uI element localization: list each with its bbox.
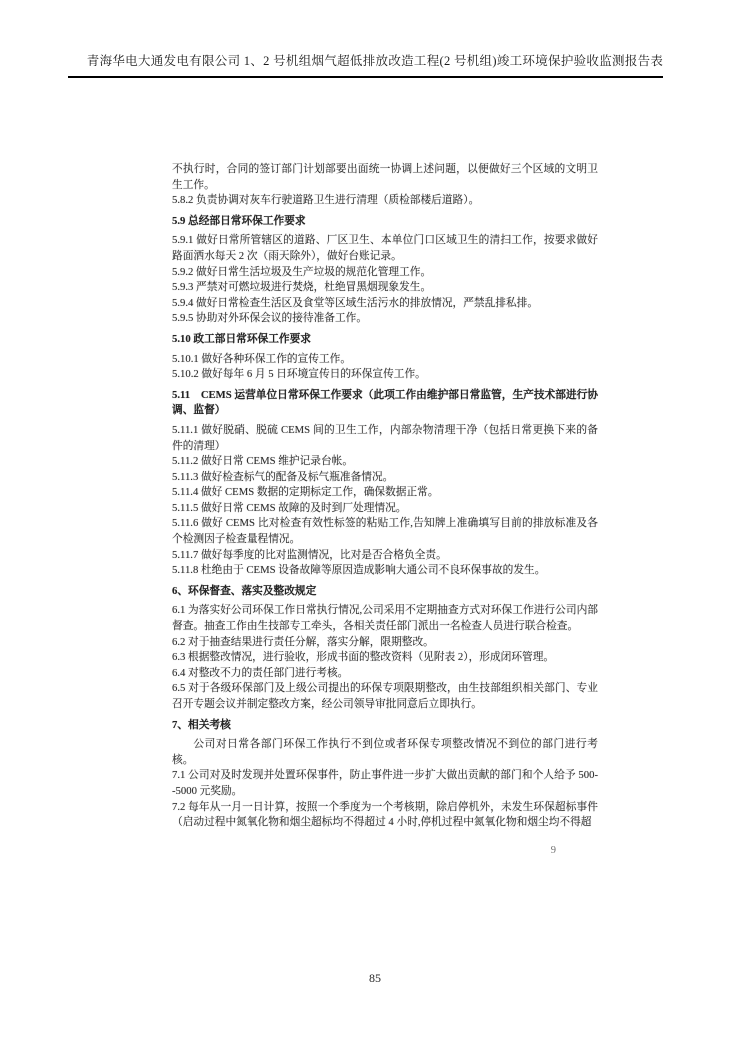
- footer-page-number: 85: [369, 971, 381, 985]
- doc-paragraph: 5.11.2 做好日常 CEMS 维护记录台帐。: [172, 455, 354, 468]
- doc-paragraph: 5.11.4 做好 CEMS 数据的定期标定工作，确保数据正常。: [172, 486, 439, 499]
- doc-paragraph: 7.1 公司对及时发现并处置环保事件，防止事件进一步扩大做出贡献的部门和个人给予 500--5000 元奖励。: [172, 769, 598, 797]
- doc-paragraph: 不执行时，合同的签订部门计划部要出面统一协调上述问题，以便做好三个区域的文明卫生工作。: [172, 163, 598, 191]
- doc-paragraph: 5.11.1 做好脱硝、脱硫 CEMS 间的卫生工作，内部杂物清理干净（包括日常更换下来的备件的清理）: [172, 423, 598, 452]
- doc-paragraph: 7.2 每年从一月一日计算，按照一个季度为一个考核期，除启停机外，未发生环保超标事件（启动过程中氮氧化物和烟尘超标均不得超过 4 小时,停机过程中氮氧化物和烟尘均不得超: [172, 800, 598, 829]
- document-body: [172, 162, 598, 831]
- report-header-title: 青海华电大通发电有限公司 1、2 号机组烟气超低排放改造工程(2 号机组)竣工环境保护验收监测报告表: [86, 54, 664, 68]
- doc-paragraph: 5.11.6 做好 CEMS 比对检查有效性标签的粘贴工作,告知牌上准确填写目前的排放标准及各个检测因子检查量程情况。: [172, 517, 598, 546]
- doc-paragraph: 5.11.8 杜绝由于 CEMS 设备故障等原因造成影响大通公司不良环保事故的发生。: [172, 564, 546, 577]
- doc-paragraph: 5.10.1 做好各种环保工作的宣传工作。: [172, 352, 352, 365]
- doc-paragraph: 5.10.2 做好每年 6 月 5 日环境宣传日的环保宣传工作。: [172, 368, 426, 381]
- header-divider-rule: [68, 76, 663, 78]
- section-heading: 6、环保督查、落实及整改规定: [172, 584, 317, 597]
- doc-paragraph: 5.9.4 做好日常检查生活区及食堂等区域生活污水的排放情况，严禁乱排私排。: [172, 296, 539, 309]
- doc-paragraph: 6.3 根据整改情况，进行验收，形成书面的整改资料（见附表 2），形成闭环管理。: [172, 651, 555, 664]
- doc-paragraph: 5.9.3 严禁对可燃垃圾进行焚烧，杜绝冒黑烟现象发生。: [172, 281, 432, 294]
- doc-paragraph: 5.9.1 做好日常所管辖区的道路、厂区卫生、本单位门口区域卫生的清扫工作，按要求做好路面洒水每天 2 次（雨天除外），做好台账记录。: [172, 234, 598, 262]
- doc-paragraph: 5.11.7 做好每季度的比对监测情况，比对是否合格负全责。: [172, 548, 447, 561]
- doc-paragraph: 5.8.2 负责协调对灰车行驶道路卫生进行清理（质检部楼后道路）。: [172, 194, 480, 207]
- section-heading: 7、相关考核: [172, 718, 231, 731]
- scanned-document-page: [172, 162, 598, 858]
- doc-paragraph: 5.11.5 做好日常 CEMS 故障的及时到厂处理情况。: [172, 501, 407, 514]
- section-heading: 5.10 政工部日常环保工作要求: [172, 332, 311, 345]
- doc-paragraph: 公司对日常各部门环保工作执行不到位或者环保专项整改情况不到位的部门进行考核。: [172, 738, 598, 766]
- doc-paragraph: 6.1 为落实好公司环保工作日常执行情况,公司采用不定期抽查方式对环保工作进行公司内部督查。抽查工作由生技部专工牵头，各相关责任部门派出一名检查人员进行联合检查。: [172, 604, 598, 633]
- doc-paragraph: 6.4 对整改不力的责任部门进行考核。: [172, 666, 349, 679]
- inner-page-number: 9: [550, 844, 556, 856]
- doc-paragraph: 6.5 对于各级环保部门及上级公司提出的环保专项限期整改，由生技部组织相关部门、专业召开专题会议并制定整改方案，经公司领导审批同意后立即执行。: [172, 682, 598, 710]
- doc-paragraph: 6.2 对于抽查结果进行责任分解，落实分解，限期整改。: [172, 635, 434, 648]
- section-heading: 5.9 总经部日常环保工作要求: [172, 214, 306, 227]
- doc-paragraph: 5.9.5 协助对外环保会议的接待准备工作。: [172, 312, 368, 325]
- section-heading: 5.11 CEMS 运营单位日常环保工作要求（此项工作由维护部日常监管，生产技术部进行协调、监督）: [172, 388, 598, 417]
- doc-paragraph: 5.11.3 做好检查标气的配备及标气瓶准备情况。: [172, 470, 394, 483]
- doc-paragraph: 5.9.2 做好日常生活垃圾及生产垃圾的规范化管理工作。: [172, 265, 432, 278]
